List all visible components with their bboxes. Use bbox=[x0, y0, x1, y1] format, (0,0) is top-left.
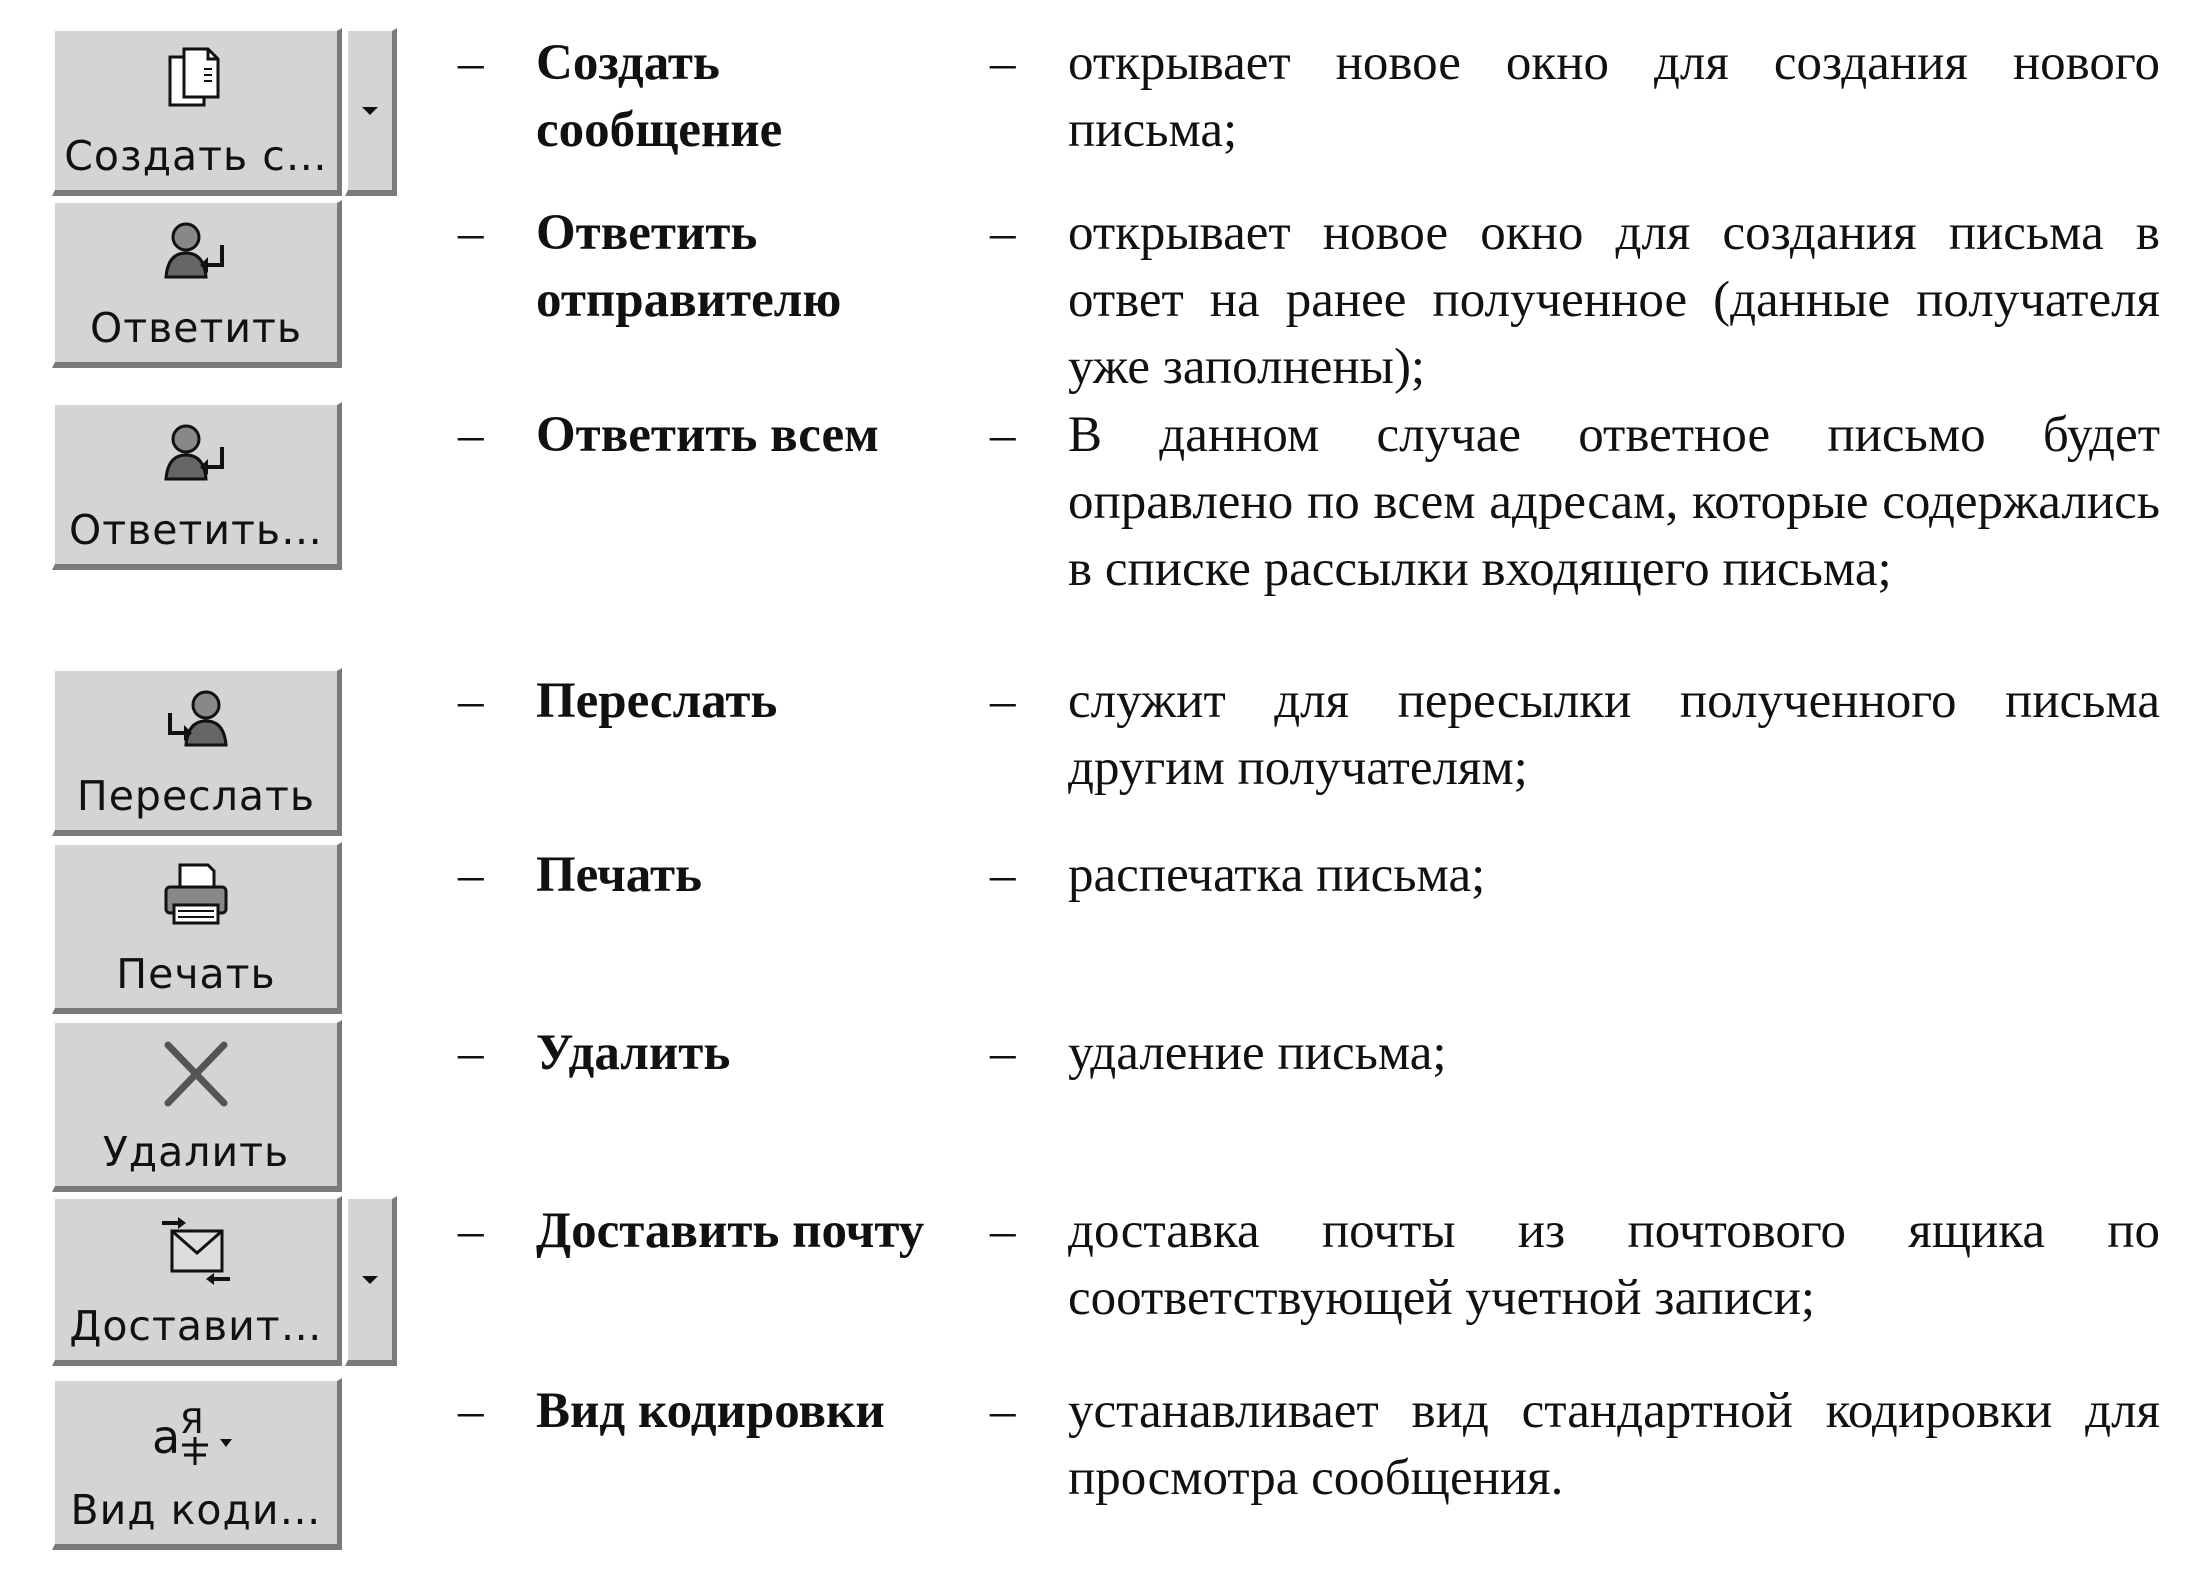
new-message-label: Создать с… bbox=[64, 132, 328, 180]
new-message-button[interactable] bbox=[52, 28, 342, 196]
description-reply: открывает новое окно для создания письма в ответ на ранее полученное (данные получателя уже заполнены); bbox=[1068, 205, 2160, 395]
term-print: Печать bbox=[536, 847, 702, 903]
encoding-label: Вид коди… bbox=[70, 1486, 322, 1534]
description-print: распечатка письма; bbox=[1068, 847, 1486, 903]
reply-icon bbox=[156, 215, 236, 295]
dash: – bbox=[458, 847, 484, 903]
print-label: Печать bbox=[116, 950, 276, 998]
term-reply-all: Ответить всем bbox=[536, 407, 879, 463]
dash: – bbox=[990, 847, 1016, 903]
send-receive-label: Доставит… bbox=[69, 1302, 323, 1350]
delete-x-icon bbox=[156, 1035, 236, 1115]
send-receive-button[interactable] bbox=[52, 1196, 342, 1366]
encoding-button[interactable] bbox=[52, 1378, 342, 1550]
dash: – bbox=[458, 205, 484, 261]
dash: – bbox=[990, 1203, 1016, 1259]
reply-all-button[interactable] bbox=[52, 402, 342, 570]
description-send-receive: доставка почты из почтового ящика по соответствующей учетной записи; bbox=[1068, 1203, 2160, 1326]
reply-all-icon bbox=[156, 417, 236, 497]
description-forward: служит для пересылки полученного письма другим получателям; bbox=[1068, 673, 2160, 796]
dash: – bbox=[458, 1383, 484, 1439]
description-reply-all: В данном случае ответное письмо будет оправлено по всем адресам, которые содержались в списке рассылки входящего письма; bbox=[1068, 407, 2160, 597]
dash: – bbox=[458, 673, 484, 729]
dash: – bbox=[990, 35, 1016, 91]
dash: – bbox=[990, 1383, 1016, 1439]
printer-icon bbox=[156, 857, 236, 937]
term-new-message: Создать сообщение bbox=[536, 35, 783, 158]
dash: – bbox=[458, 1203, 484, 1259]
chevron-down-icon bbox=[362, 1276, 378, 1284]
description-encoding: устанавливает вид стандартной кодировки для просмотра сообщения. bbox=[1068, 1383, 2160, 1506]
reply-all-label: Ответить… bbox=[68, 506, 324, 554]
dash: – bbox=[990, 205, 1016, 261]
print-button[interactable] bbox=[52, 842, 342, 1014]
dash: – bbox=[458, 1025, 484, 1081]
encoding-icon bbox=[146, 1393, 246, 1473]
delete-button[interactable] bbox=[52, 1020, 342, 1192]
forward-icon bbox=[156, 683, 236, 763]
term-encoding: Вид кодировки bbox=[536, 1383, 885, 1439]
dash: – bbox=[458, 407, 484, 463]
dash: – bbox=[990, 673, 1016, 729]
dash: – bbox=[990, 1025, 1016, 1081]
send-receive-dropdown[interactable] bbox=[345, 1196, 397, 1366]
chevron-down-icon bbox=[362, 107, 378, 115]
dash: – bbox=[458, 35, 484, 91]
svg-text:Я: Я bbox=[180, 1402, 204, 1442]
dash: – bbox=[990, 407, 1016, 463]
term-forward: Переслать bbox=[536, 673, 778, 729]
description-new-message: открывает новое окно для создания нового письма; bbox=[1068, 35, 2160, 158]
send-receive-icon bbox=[156, 1211, 236, 1291]
forward-button[interactable] bbox=[52, 668, 342, 836]
new-message-dropdown[interactable] bbox=[345, 28, 397, 196]
description-delete: удаление письма; bbox=[1068, 1025, 1447, 1081]
term-reply: Ответить отправителю bbox=[536, 205, 842, 328]
term-delete: Удалить bbox=[536, 1025, 731, 1081]
new-message-icon bbox=[156, 43, 236, 123]
forward-label: Переслать bbox=[76, 772, 316, 820]
reply-button[interactable] bbox=[52, 200, 342, 368]
svg-text:a: a bbox=[152, 1410, 181, 1464]
reply-label: Ответить bbox=[89, 304, 303, 352]
delete-label: Удалить bbox=[102, 1128, 290, 1176]
term-send-receive: Доставить почту bbox=[536, 1203, 925, 1259]
